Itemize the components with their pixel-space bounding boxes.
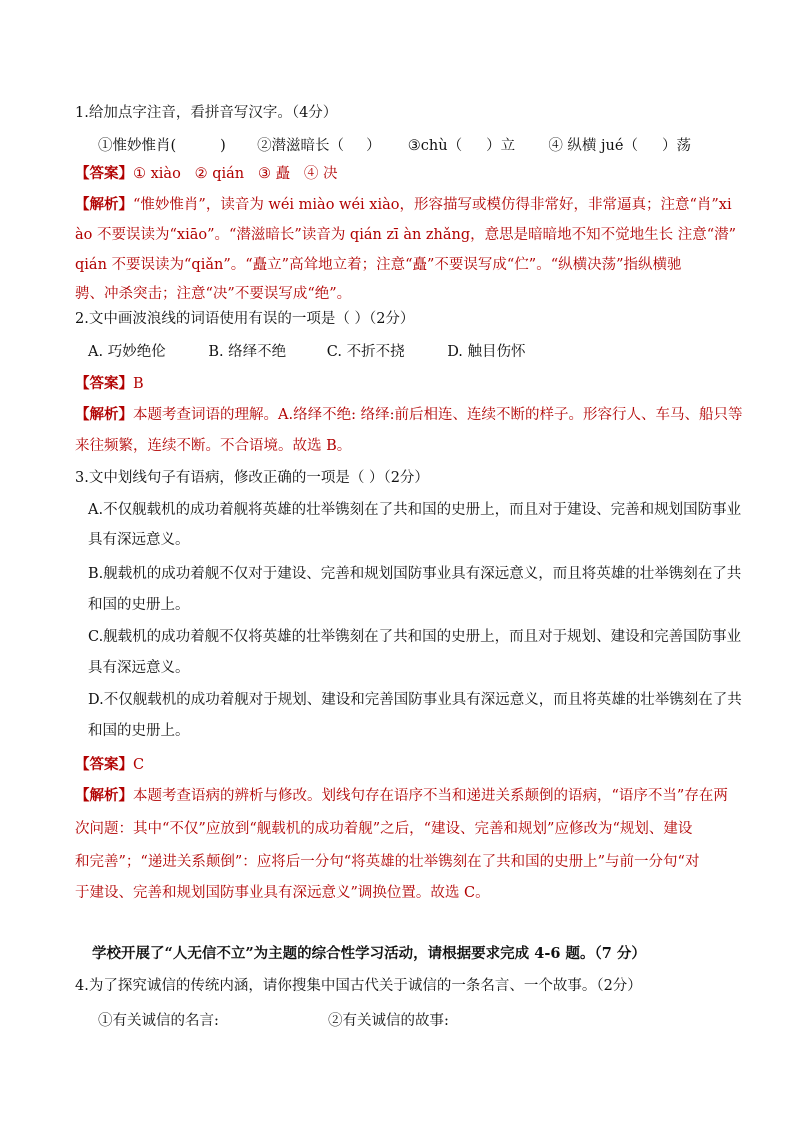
q2-analysis-line-2: 来往频繁，连续不断。不合语境。故选 B。 [75,438,352,454]
q1-item-1: ①惟妙惟肖( [98,138,177,154]
answer-text: B [133,376,144,392]
q1-analysis-line-1: 【解析】“惟妙惟肖”，读音为 wéi miào wéi xiào，形容描写或模仿得非常好，非常逼真；注意“肖”xi [75,196,732,213]
answer-text: ① xiào ② qián ③ 矗 ④ 决 [133,166,338,182]
q2-title: 2.文中画波浪线的词语使用有误的一项是（ ）（2分） [75,311,415,327]
q2-option-b: B. 络绎不绝 [208,344,287,360]
answer-label: 【答案】 [75,165,133,182]
q1-item-3: ③chù（ [407,138,463,154]
q2-option-a: A. 巧妙绝伦 [88,344,166,360]
q1-title: 1.给加点字注音，看拼音写汉字。（4分） [75,105,338,121]
q2-option-d: D. 触目伤怀 [447,344,526,360]
q3-analysis-line-4: 于建设、完善和规划国防事业具有深远意义”调换位置。故选 C。 [75,885,490,901]
q3-option-c-line-1: C.舰载机的成功着舰不仅将英雄的壮举镌刻在了共和国的史册上，而且对于规划、建设和完善国防事业 [88,629,742,645]
q2-answer [75,374,144,394]
answer-label: 【答案】 [75,375,133,392]
section-heading: 学校开展了“人无信不立”为主题的综合性学习活动，请根据要求完成 4-6 题。（7 分） [92,945,646,962]
q1-answer [75,164,338,184]
q3-title: 3.文中划线句子有语病，修改正确的一项是（ ）（2分） [75,470,429,486]
answer-label: 【答案】 [75,756,133,773]
q4-label-story: ②有关诚信的故事: [328,1013,449,1029]
q4-label-quote: ①有关诚信的名言: [98,1013,219,1029]
analysis-label: 【解析】 [75,196,133,213]
q1-items: ①惟妙惟肖( ) ②潜滋暗长（ ） ③chù（ ）立 ④ 纵横 jué（ ）荡 [98,138,691,154]
q1-item-4: ④ 纵横 jué（ [548,138,638,154]
q3-analysis-line-1: 【解析】本题考查语病的辨析与修改。划线句存在语序不当和递进关系颠倒的语病，“语序不当”存在两 [75,787,728,804]
q1-item-2: ②潜滋暗长（ [257,138,345,154]
q2-options [88,342,526,362]
q3-option-c-line-2: 具有深远意义。 [88,660,190,676]
q1-analysis-line-4: 骋、冲杀突击；注意“决”不要误写成“绝”。 [75,286,352,302]
q1-analysis-line-3: qián 不要误读为“qiǎn”。“矗立”高耸地立着；注意“矗”不要误写成“伫”。“纵横决荡”指纵横驰 [75,257,682,273]
analysis-label: 【解析】 [75,406,133,423]
answer-text: C [133,757,145,773]
q3-option-b-line-1: B.舰载机的成功着舰不仅对于建设、完善和规划国防事业具有深远意义，而且将英雄的壮举镌刻在了共 [88,566,742,582]
q3-answer [75,755,144,775]
q3-option-d-line-2: 和国的史册上。 [88,723,190,739]
q3-analysis-line-3: 和完善”；“递进关系颠倒”：应将后一分句“将英雄的壮举镌刻在了共和国的史册上”与前一分句“对 [75,854,700,870]
q3-option-d-line-1: D.不仅舰载机的成功着舰对于规划、建设和完善国防事业具有深远意义，而且将英雄的壮举镌刻在了共 [88,692,742,708]
q3-analysis-line-2: 次问题：其中“不仅”应放到“舰载机的成功着舰”之后，“建设、完善和规划”应修改为“规划、建设 [75,821,693,837]
q3-option-a-line-1: A.不仅舰载机的成功着舰将英雄的壮举镌刻在了共和国的史册上，而且对于建设、完善和规划国防事业 [88,502,742,518]
q1-analysis-line-2: ào 不要误读为“xiāo”。“潜滋暗长”读音为 qián zī àn zhǎng，意思是暗暗地不知不觉地生长 注意“潜” [75,227,737,243]
q3-option-a-line-2: 具有深远意义。 [88,532,190,548]
q4-title: 4.为了探究诚信的传统内涵，请你搜集中国古代关于诚信的一条名言、一个故事。（2分） [75,978,642,994]
q2-analysis-line-1: 【解析】本题考查词语的理解。A.络绎不绝: 络绎:前后相连、连续不断的样子。形容行人、车马、船只等 [75,406,743,423]
analysis-label: 【解析】 [75,787,133,804]
q2-option-c: C. 不折不挠 [326,344,405,360]
q3-option-b-line-2: 和国的史册上。 [88,597,190,613]
